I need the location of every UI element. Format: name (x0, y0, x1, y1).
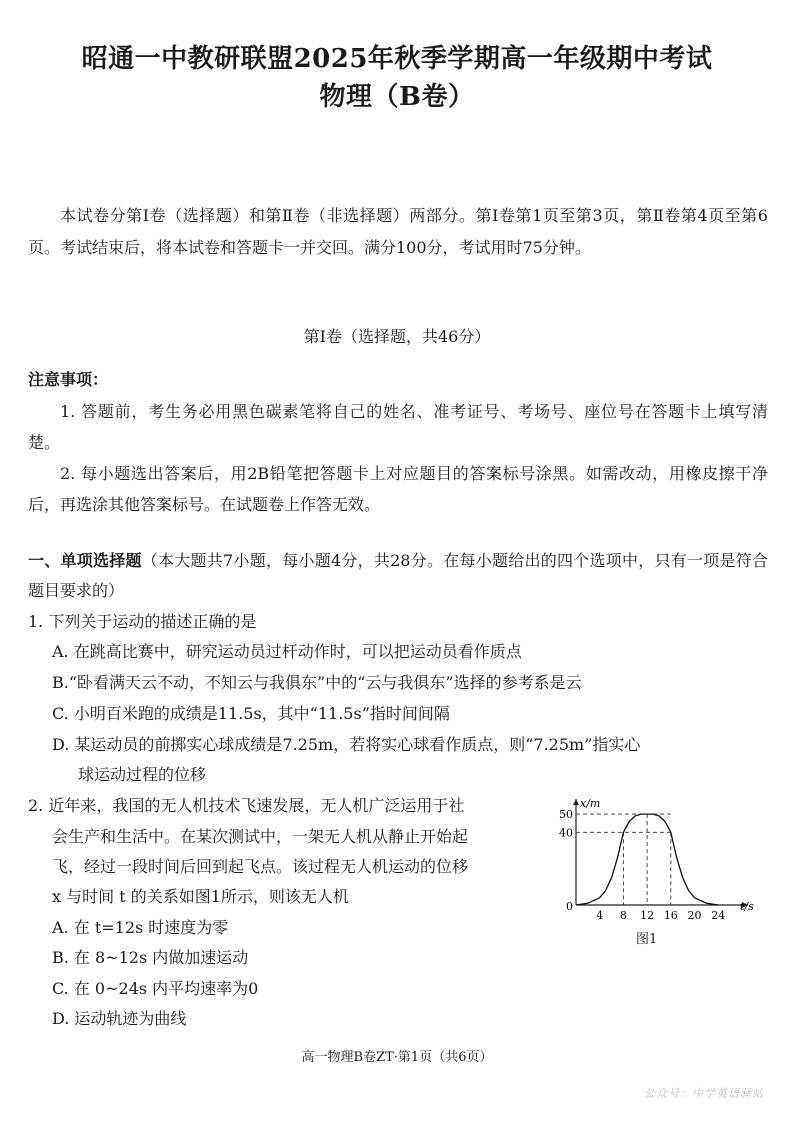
q1-option-b: B.“卧看满天云不动，不知云与我俱东”中的“云与我俱东”选择的参考系是云 (52, 673, 582, 692)
x-axis-label: t/s (740, 900, 754, 913)
origin-label: 0 (566, 900, 573, 913)
x-tick-label: 20 (687, 909, 702, 922)
exam-title-line2: 物理（B卷） (319, 82, 475, 112)
q1-option-a: A. 在跳高比赛中，研究运动员过杆动作时，可以把运动员看作质点 (52, 642, 522, 661)
x-tick-label: 24 (711, 909, 726, 922)
x-tick-label: 16 (663, 909, 678, 922)
q1-option-d-cont: 球运动过程的位移 (78, 765, 207, 784)
section1-block (28, 546, 768, 606)
q1-option-c: C. 小明百米跑的成绩是11.5s，其中“11.5s”指时间间隔 (52, 704, 450, 723)
q1-option-d: D. 某运动员的前掷实心球成绩是7.25m，若将实心球看作质点，则“7.25m”指实心 (52, 735, 641, 754)
y-tick-label: 50 (559, 808, 573, 822)
y-tick-label: 40 (559, 826, 573, 840)
watermark: 公众号：中学英语驿站 (644, 1087, 764, 1100)
section1-heading: 一、单项选择题 (28, 551, 142, 570)
q1-stem: 1. 下列关于运动的描述正确的是 (28, 612, 257, 631)
q2-option-b: B. 在 8~12s 内做加速运动 (52, 948, 249, 967)
page-footer: 高一物理B卷ZT·第1页（共6页） (301, 1050, 493, 1065)
q2-stem-line1: 2. 近年来，我国的无人机技术飞速发展，无人机广泛运用于社 (28, 796, 465, 815)
figure-caption: 图1 (636, 932, 658, 947)
notice-heading: 注意事项： (28, 370, 109, 389)
intro-paragraph: 本试卷分第Ⅰ卷（选择题）和第Ⅱ卷（非选择题）两部分。第Ⅰ卷第1页至第3页，第Ⅱ卷第4页至第6页。考试结束后，将本试卷和答题卡一并交回。满分100分，考试用时75分钟。 (28, 206, 768, 257)
x-tick-label: 8 (619, 909, 627, 922)
q2-option-d: D. 运动轨迹为曲线 (52, 1009, 187, 1028)
q2-option-c: C. 在 0~24s 内平均速率为0 (52, 979, 259, 998)
notice-item-2: 2. 每小题选出答案后，用2B铅笔把答题卡上对应题目的答案标号涂黑。如需改动，用橡皮擦干净后，再选涂其他答案标号。在试题卷上作答无效。 (28, 464, 768, 514)
q2-stem-line2: 会生产和生活中。在某次测试中，一架无人机从静止开始起 (52, 827, 469, 846)
q2-option-a: A. 在 t=12s 时速度为零 (52, 918, 229, 937)
notice-item-1: 1. 答题前，考生务必用黑色碳素笔将自己的姓名、准考证号、考场号、座位号在答题卡上填写清楚。 (28, 402, 768, 452)
x-tick-label: 12 (640, 909, 655, 922)
part1-heading: 第Ⅰ卷（选择题，共46分） (303, 327, 491, 346)
section1-description: （本大题共7小题，每小题4分，共28分。在每小题给出的四个选项中，只有一项是符合题目要求的） (28, 551, 768, 600)
q2-stem-line3: 飞，经过一段时间后回到起飞点。该过程无人机运动的位移 (52, 857, 469, 876)
y-axis-arrow (573, 799, 579, 805)
q2-stem-line4: x 与时间 t 的关系如图1所示，则该无人机 (52, 887, 349, 906)
figure-1-xt-chart (554, 795, 754, 945)
x-tick-label: 4 (596, 909, 604, 922)
y-axis-label: x/m (580, 797, 601, 810)
exam-title-line1: 昭通一中教研联盟2025年秋季学期高一年级期中考试 (81, 44, 713, 74)
